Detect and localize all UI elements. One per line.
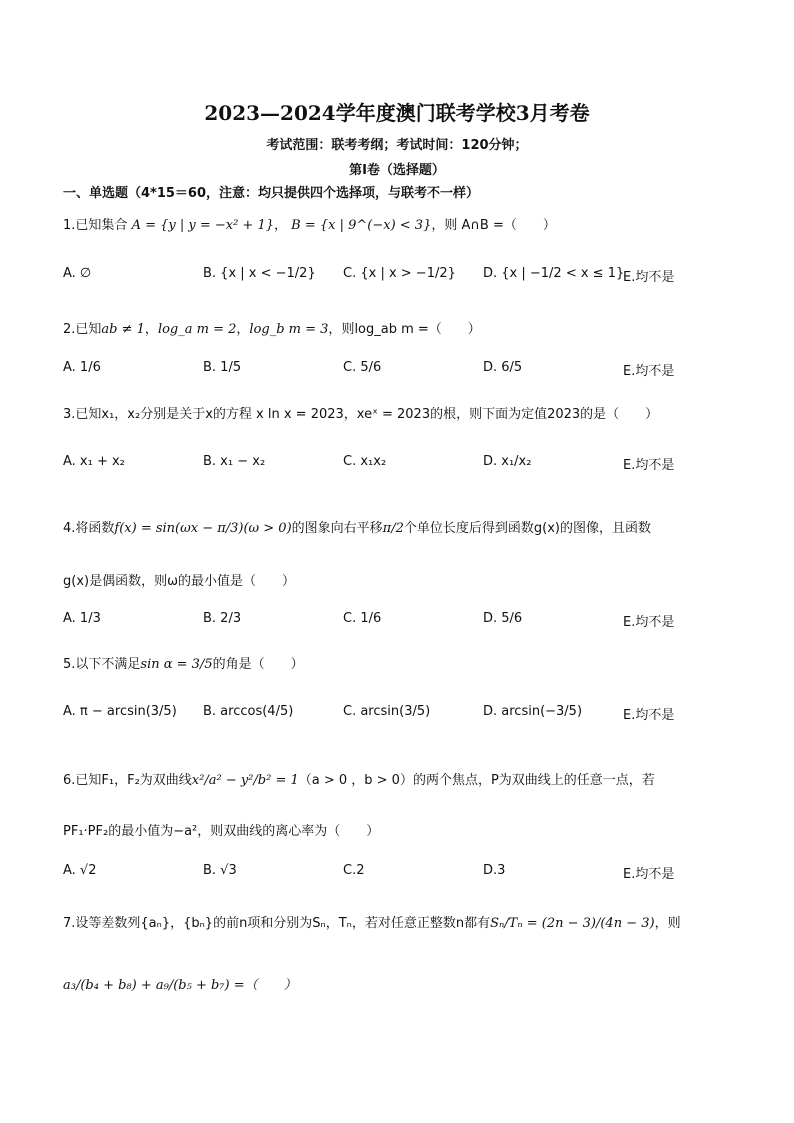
q3-option-b[interactable]: B. x₁ − x₂ <box>203 454 266 469</box>
question-6-line2: PF₁·PF₂的最小值为−a²，则双曲线的离心率为（ ） <box>63 824 380 839</box>
q4-option-b[interactable]: B. 2/3 <box>203 611 242 626</box>
q2-text: 2.已知 <box>63 322 102 337</box>
q3-option-e[interactable]: E.均不是 <box>623 458 675 473</box>
q3-option-a[interactable]: A. x₁ + x₂ <box>63 454 125 469</box>
q4-text1: 4.将函数 <box>63 521 115 536</box>
q5-option-d[interactable]: D. arcsin(−3/5) <box>483 704 583 719</box>
q1-number: 1. <box>63 218 76 233</box>
q2-cond1: ab ≠ 1 <box>101 322 145 337</box>
q1-set-b: B = {x | 9^(−x) < 3} <box>291 218 432 233</box>
q1-tail: ，则 A∩B =（ ） <box>431 218 556 233</box>
question-4-line2: g(x)是偶函数，则ω的最小值是（ ） <box>63 574 295 589</box>
q4-option-c[interactable]: C. 1/6 <box>343 611 382 626</box>
q1-text: 已知集合 <box>75 218 128 233</box>
question-6 <box>63 769 655 788</box>
question-7-expression <box>63 974 297 993</box>
q5-option-c[interactable]: C. arcsin(3/5) <box>343 704 431 719</box>
q7-ratio: Sₙ/Tₙ = (2n − 3)/(4n − 3) <box>490 916 655 931</box>
q2-option-c[interactable]: C. 5/6 <box>343 360 382 375</box>
q7-text2: ，则 <box>654 916 681 931</box>
volume-label: 第I卷（选择题） <box>349 163 445 178</box>
section-title: 一、单选题（4*15＝60，注意：均只提供四个选择项，与联考不一样） <box>63 186 480 201</box>
q4-option-e[interactable]: E.均不是 <box>623 615 675 630</box>
q4-function: f(x) = sin(ωx − π/3)(ω > 0) <box>114 521 292 536</box>
question-2: 2.已知ab ≠ 1，log_a m = 2，log_b m = 3，则log_ab m =（ ） <box>63 322 481 337</box>
q3-option-d[interactable]: D. x₁/x₂ <box>483 454 532 469</box>
q6-text2: （a > 0 ，b > 0）的两个焦点，P为双曲线上的任意一点，若 <box>298 773 655 788</box>
q6-text1: 6.已知F₁，F₂为双曲线 <box>63 773 192 788</box>
q2-option-d[interactable]: D. 6/5 <box>483 360 523 375</box>
exam-title: 2023—2024学年度澳门联考学校3月考卷 <box>204 101 590 125</box>
question-1: 1.已知集合 A = {y | y = −x² + 1}， B = {x | 9^(−x) < 3}，则 A∩B =（ ） <box>63 218 556 233</box>
q7-expression: a₃/(b₄ + b₈) + a₉/(b₅ + b₇) =（ ） <box>63 978 297 993</box>
question-5 <box>63 653 304 672</box>
q7-text1: 7.设等差数列{aₙ}，{bₙ}的前n项和分别为Sₙ，Tₙ，若对任意正整数n都有 <box>63 916 491 931</box>
exam-info: 考试范围：联考考纲；考试时间：120分钟； <box>266 138 528 153</box>
q6-option-b[interactable]: B. √3 <box>203 863 237 878</box>
q6-option-c[interactable]: C.2 <box>343 863 365 878</box>
q4-text3: 个单位长度后得到函数g(x)的图像，且函数 <box>403 521 651 536</box>
q3-option-c[interactable]: C. x₁x₂ <box>343 454 387 469</box>
q5-option-e[interactable]: E.均不是 <box>623 708 675 723</box>
q2-option-b[interactable]: B. 1/5 <box>203 360 242 375</box>
q5-option-a[interactable]: A. π − arcsin(3/5) <box>63 704 177 719</box>
q4-shift: π/2 <box>382 521 404 536</box>
q2-cond3: log_b m = 3 <box>249 322 329 337</box>
q2-option-a[interactable]: A. 1/6 <box>63 360 101 375</box>
q6-option-e[interactable]: E.均不是 <box>623 867 675 882</box>
q1-option-a[interactable]: A. ∅ <box>63 266 92 281</box>
q4-option-d[interactable]: D. 5/6 <box>483 611 523 626</box>
question-4 <box>63 517 651 536</box>
q6-option-a[interactable]: A. √2 <box>63 863 97 878</box>
q4-text2: 的图象向右平移 <box>291 521 383 536</box>
q5-text1: 5.以下不满足 <box>63 657 141 672</box>
q2-ask: 则log_ab m =（ ） <box>341 322 481 337</box>
q1-set-a: A = {y | y = −x² + 1} <box>131 218 275 233</box>
q1-option-e[interactable]: E.均不是 <box>623 270 675 285</box>
q1-option-c[interactable]: C. {x | x > −1/2} <box>343 266 456 281</box>
q6-curve: x²/a² − y²/b² = 1 <box>191 773 299 788</box>
q2-cond2: log_a m = 2 <box>157 322 237 337</box>
q6-option-d[interactable]: D.3 <box>483 863 506 878</box>
q2-option-e[interactable]: E.均不是 <box>623 364 675 379</box>
q5-text2: 的角是（ ） <box>212 657 304 672</box>
q1-option-b[interactable]: B. {x | x < −1/2} <box>203 266 316 281</box>
q5-option-b[interactable]: B. arccos(4/5) <box>203 704 294 719</box>
q4-option-a[interactable]: A. 1/3 <box>63 611 101 626</box>
question-7 <box>63 912 681 931</box>
question-3: 3.已知x₁，x₂分别是关于x的方程 x ln x = 2023，xeˣ = 2023的根，则下面为定值2023的是（ ） <box>63 407 659 422</box>
q1-option-d[interactable]: D. {x | −1/2 < x ≤ 1} <box>483 266 625 281</box>
q5-condition: sin α = 3/5 <box>140 657 213 672</box>
